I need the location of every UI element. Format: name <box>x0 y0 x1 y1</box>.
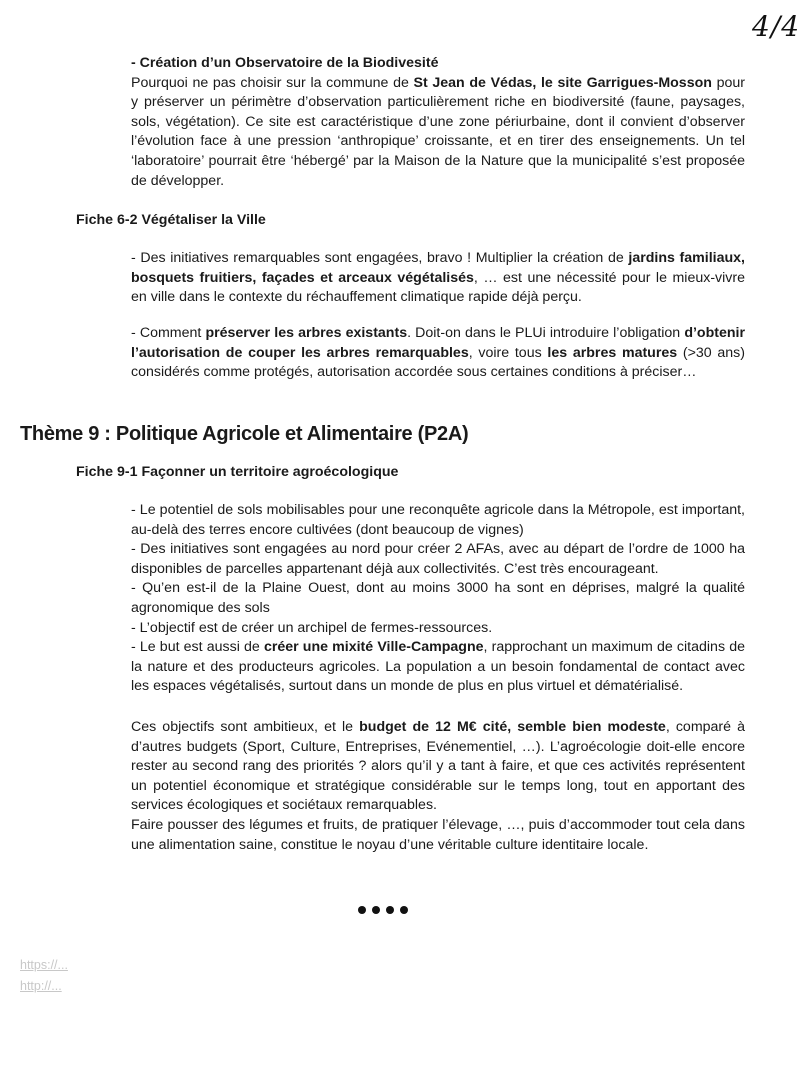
bold-text: jardins familiaux, bosquets fruitiers, façades et arceaux végétalisés <box>131 250 745 286</box>
text: pour y préserver un périmètre d’observation particulièrement riche en biodiversité (faune, paysages, sols, végétation). Ce site est caractéristique d’une zone périurbaine, dont il convient d’observer l’évolution face à une pression ‘anthropique’ croissante, et en tirer des enseignements. Un tel ‘laboratoire’ pourrait être ‘hébergé’ par la Maison de la Nature que la municipalité s’est proposée de développer. <box>131 74 745 189</box>
conclusion-paragraph-2: Faire pousser des légumes et fruits, de pratiquer l’élevage, …, puis d’accommoder tout cela dans une alimentation saine, constitue le noyau d’une véritable culture identitaire locale. <box>131 816 745 853</box>
observatoire-heading <box>131 54 745 74</box>
dot-icon <box>400 906 408 914</box>
text: (>30 ans) considérés comme protégés, autorisation accordée sous certaines conditions à préciser… <box>131 344 745 381</box>
dot-icon <box>372 906 380 914</box>
bold-text: les arbres matures <box>547 344 678 361</box>
observatoire-heading-text: - Création d’un Observatoire de la Biodivesité <box>131 55 439 71</box>
list-item: - Qu’en est-il de la Plaine Ouest, dont au moins 3000 ha sont en déprises, malgré la qualité agronomique des sols <box>131 580 745 616</box>
fiche-6-2-title: Fiche 6-2 Végétaliser la Ville <box>76 212 266 228</box>
observatoire-section <box>131 54 745 191</box>
fiche-6-2-paragraph-2 <box>131 324 745 383</box>
text: - Comment <box>131 325 206 341</box>
footer-link[interactable]: https://... <box>20 958 68 972</box>
bold-text: créer une mixité Ville-Campagne <box>263 639 484 656</box>
four-dots-separator-icon <box>358 906 408 914</box>
observatoire-paragraph <box>131 74 745 192</box>
bold-text: St Jean de Védas, le site Garrigues-Mosson <box>413 74 712 91</box>
fiche-9-1-list <box>131 501 745 697</box>
list-item: - Le potentiel de sols mobilisables pour une reconquête agricole dans la Métropole, est important, au-delà des terres encore cultivées (dont beaucoup de vignes) <box>131 502 745 538</box>
theme-9-heading: Thème 9 : Politique Agricole et Alimentaire (P2A) <box>20 423 469 445</box>
text: - Des initiatives remarquables sont engagées, bravo ! Multiplier la création de <box>131 250 629 266</box>
fiche-6-2-paragraph-1 <box>131 249 745 308</box>
text: , … est une nécessité pour le mieux-vivre en ville dans le contexte du réchauffement climatique rapide déjà perçu. <box>131 269 745 306</box>
dot-icon <box>386 906 394 914</box>
footer-links <box>20 955 68 997</box>
text: - Le but est aussi de <box>131 639 264 656</box>
list-item: - L’objectif est de créer un archipel de fermes-ressources. <box>131 619 493 636</box>
text: , comparé à d’autres budgets (Sport, Culture, Entreprises, Evénementiel, …). L’agroécologie doit-elle encore rester au second rang des priorités ? alors qu’il y a tant à faire, et que ces activités représentent un potentiel économique et stratégique considérable sur le temps long, tout en apportant des services écologiques et sociétaux remarquables. <box>131 719 746 814</box>
footer-link[interactable]: http://... <box>20 979 62 993</box>
text: Pourquoi ne pas choisir sur la commune de <box>131 74 414 91</box>
list-item <box>131 638 745 697</box>
bold-text: d’obtenir l’autorisation de couper les arbres remarquables <box>131 325 745 361</box>
handwritten-page-number: 4/4 <box>752 10 801 43</box>
text: . Doit-on dans le PLUi introduire l’obligation <box>407 325 685 341</box>
text: , voire tous <box>468 344 548 361</box>
dot-icon <box>358 906 366 914</box>
conclusion-section <box>131 718 745 855</box>
bold-text: budget de 12 M€ cité, semble bien modeste <box>359 719 666 735</box>
list-item: - Des initiatives sont engagées au nord pour créer 2 AFAs, avec au départ de l’ordre de 1000 ha disponibles de parcelles appartenant déjà aux collectivités. C’est très encourageant. <box>131 541 745 577</box>
bold-text: préserver les arbres existants <box>205 325 408 341</box>
text: Ces objectifs sont ambitieux, et le <box>131 719 360 735</box>
text: , rapprochant un maximum de citadins de la nature et des producteurs agricoles. La population a un besoin fondamental de contact avec les espaces végétalisés, surtout dans un monde de plus en plus virtuel et dématérialisé. <box>131 639 745 695</box>
fiche-9-1-title: Fiche 9-1 Façonner un territoire agroécologique <box>76 464 399 480</box>
conclusion-paragraph <box>131 718 745 816</box>
